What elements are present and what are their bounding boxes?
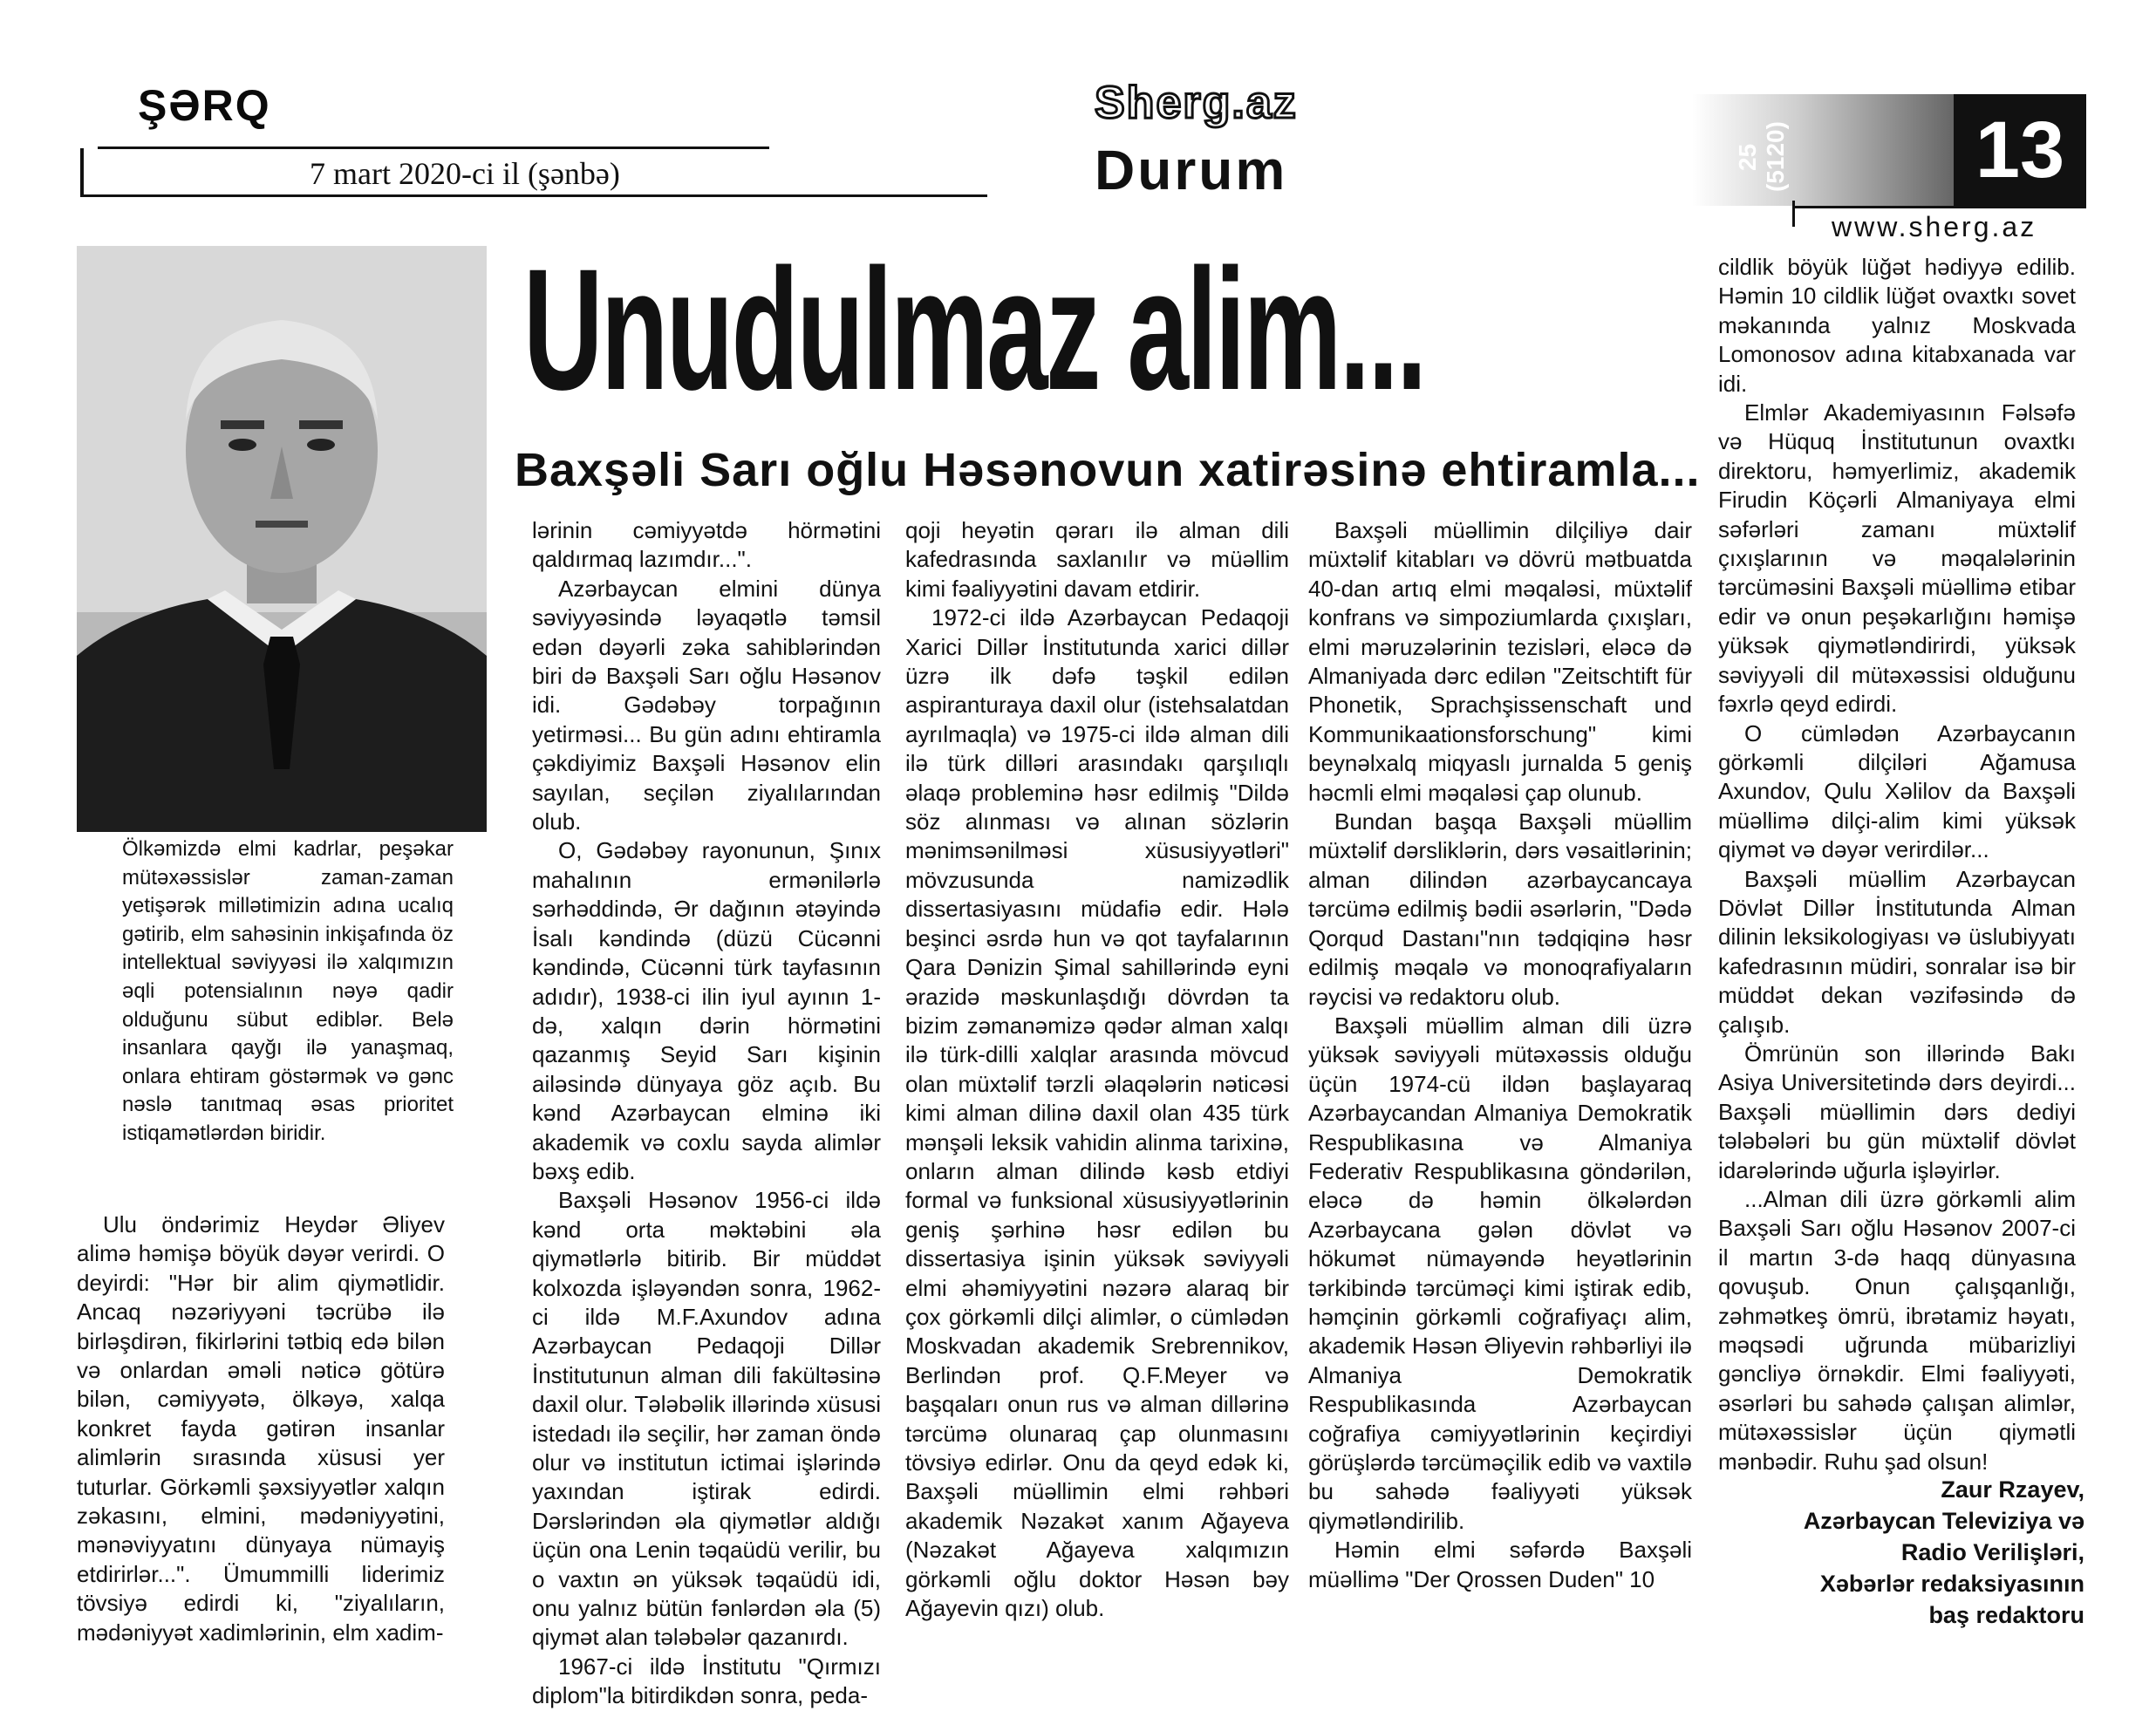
issue-date: 7 mart 2020-ci il (şənbə) — [310, 156, 620, 191]
author-name: Zaur Rzayev, — [1941, 1476, 2084, 1503]
author-signature — [1771, 1474, 2084, 1631]
author-title-line: Azərbaycan Televiziya və — [1803, 1508, 2084, 1534]
issue-number: 25 (5120) — [1734, 121, 1789, 193]
article-column-2 — [532, 516, 881, 1711]
header-rule-corner — [80, 148, 84, 196]
paragraph: Baxşəli müəllimin dilçiliyə dair müxtəlif kitabları və dövrü mətbuatda 40-dan artıq elmi məqaləsi, müxtəlif konfrans və simpoziumlarda çıxışları, elmi məruzələrinin tezisləri, eləcə də Almaniyada dərc edilən "Zeitschtift für Phonetik, Sprachşissenschaft und Kommunikaationsforschung" kimi beynəlxalq miqyaslı jurnalda 5 geniş həcmli elmi məqaləsi çap olunub. — [1308, 517, 1692, 806]
paragraph: Bundan başqa Baxşəli müəllim müxtəlif dərsliklərin, dərs vəsaitlərinin; alman dilindən azərbaycancaya tərcümə edilmiş bədii əsərlərin, "Dədə Qorqud Dastanı"nın tədqiqinə həsr edilmiş məqalə və monoqrafiyaların rəycisi və redaktoru olub. — [1308, 808, 1692, 1010]
paragraph: ...Alman dili üzrə görkəmli alim Baxşəli Sarı oğlu Həsənov 2007-ci il martın 3-də haqq dünyasına qovuşub. Onun çalışqanlığı, zəhmətkeş ömrü, ibrətamiz həyatı, məqsədi uğrunda mübarizliyi gəncliyə örnəkdir. Elmi fəaliyyəti, əsərləri bu sahədə çalışan alimlər, mütəxəssislər üçün qiymətli mənbədir. Ruhu şad olsun! — [1718, 1186, 2076, 1475]
section-title: Durum — [1095, 139, 1288, 201]
url-rule-tick — [1792, 201, 1795, 227]
page-number: 13 — [1954, 94, 2086, 206]
paragraph: Baxşəli müəllim Azərbaycan Dövlət Dillər İnstitutunda Alman dilinin leksikologiyası və üslubiyyatı kafedrasının müdiri, sonralar isə bir müddət dekan vəzifəsində də çalışıb. — [1718, 865, 2076, 1038]
site-name: Sherg.az — [1095, 78, 1298, 128]
portrait-photo — [77, 246, 487, 832]
paragraph: Azərbaycan elmini dünya səviyyəsində ləyaqətlə təmsil edən dəyərli zəka sahiblərindən biri də Baxşəli Sarı oğlu Həsənov idi. Gədəbəy torpağının yetirməsi... Bu gün adını ehtiramla çəkdiyimiz Baxşəli Həsənov elin sayılan, seçilən ziyalılarından olub. — [532, 575, 881, 835]
photo-caption — [122, 835, 454, 1149]
site-url: www.sherg.az — [1832, 211, 2037, 242]
paragraph: Həmin elmi səfərdə Baxşəli müəllimə "Der Qrossen Duden" 10 — [1308, 1537, 1692, 1592]
paragraph: Ulu öndərimiz Heydər Əliyev alimə həmişə böyük dəyər verirdi. O deyirdi: "Hər bir alim qiymətlidir. Ancaq nəzəriyyəni təcrübə ilə birləşdirən, fikirlərini tətbiq edə bilən və onlardan əməli nəticə götürə bilən, cəmiyyətə, ölkəyə, xalqa konkret fayda gətirən insanlar alimlərin sırasında xüsusi yer tuturlar. Görkəmli şəxsiyyətlər xalqın zəkasını, elmini, mədəniyyətini, mənəviyyatını dünyaya nümayiş etdirirlər...". Ümummilli liderimiz tövsiyə edirdi ki, "ziyalıların, mədəniyyət xadimlərinin, elm xadim- — [77, 1211, 445, 1646]
article-headline: Unudulmaz alim... — [523, 233, 1425, 426]
portrait-illustration — [77, 246, 487, 832]
url-rule — [1792, 206, 2086, 208]
article-column-3 — [905, 516, 1289, 1623]
header-rule-lower — [80, 194, 987, 197]
paragraph: Elmlər Akademiyasının Fəlsəfə və Hüquq İnstitutunun ovaxtkı direktoru, həmyerlimiz, akademik Firudin Köçərli Almaniyaya elmi səfərləri zamanı müxtəlif çıxışlarının və məqalələrinin tərcüməsini Baxşəli müəllimə etibar edir və onun peşəkarlığını həmişə yüksək qiymətləndirirdi, yüksək səviyyəli dil mütəxəssisi olduğunu fəxrlə qeyd edirdi. — [1718, 399, 2076, 718]
paragraph: qoji heyətin qərarı ilə alman dili kafedrasında saxlanılır və müəllim kimi fəaliyyətini davam etdirir. — [905, 517, 1289, 602]
paragraph: O cümlədən Azərbaycanın görkəmli dilçiləri Ağamusa Axundov, Qulu Xəlilov da Baxşəli müəllimə dilçi-alim kimi yüksək qiymət və dəyər verirdilər... — [1718, 719, 2076, 863]
caption-text: Ölkəmizdə elmi kadrlar, peşəkar mütəxəssislər zaman-zaman yetişərək millətimizin adına ucalıq gətirib, elm sahəsinin inkişafında öz intellektual səviyyəsi ilə xalqımızın əqli potensialının nəyə qadir olduğunu sübut ediblər. Belə insanlara qayğı ilə yanaşmaq, onlara ehtiram göstərmək və gənc nəslə tanıtmaq əsas prioritet istiqamətlərdən biridir. — [122, 837, 454, 1145]
article-column-5 — [1718, 253, 2076, 1476]
header-rule — [98, 147, 769, 149]
paragraph: 1972-ci ildə Azərbaycan Pedaqoji Xarici Dillər İnstitutunda xarici dillər üzrə ilk dəfə təşkil edilən aspiranturaya daxil olur (istehsalatdan ayrılmaqla) və 1975-ci ildə alman dili ilə türk dilləri arasındakı qarşılıqlı əlaqə probleminə həsr edilmiş "Dildə söz alınması və alınan sözlərin mənimsənilməsi xüsusiyyətləri" mövzusunda namizədlik dissertasiyasını müdafiə edir. Hələ beşinci əsrdə hun və qot tayfalarının Qara Dənizin Şimal sahillərində eyni ərazidə məskunlaşdığı dövrdən ta bizim zəmanəmizə qədər alman xalqı ilə türk-dilli xalqlar arasında mövcud olan müxtəlif tərzli əlaqələrin nəticəsi kimi alman dilinə daxil olan 435 türk mənşəli leksik vahidin alinma tarixinə, onların alman dilində kəsb etdiyi formal və funksional xüsusiyyətlərinin geniş şərhinə həsr edilən bu dissertasiya işinin yüksək səviyyəli elmi əhəmiyyətini nəzərə alaraq bir çox görkəmli dilçi alimlər, o cümlədən Moskvadan akademik Srebrennikov, Berlindən prof. Q.F.Meyer və başqaları onun rus və alman dillərinə tərcümə olunaraq çap olunmasını tövsiyə edirlər. Onu da qeyd edək ki, Baxşəli müəllimin elmi rəhbəri akademik Nəzakət xanım Ağayeva (Nəzakət Ağayeva xalqımızın görkəmli oğlu doktor Həsən bəy Ağayevin qızı) olub. — [905, 604, 1289, 1622]
article-column-4 — [1308, 516, 1692, 1594]
article-column-1 — [77, 1210, 445, 1647]
paragraph: Baxşəli Həsənov 1956-ci ildə kənd orta məktəbini əla qiymətlərlə bitirib. Bir müddət kolxozda işləyəndən sonra, 1962-ci ildə M.F.Axundov adına Azərbaycan Pedaqoji Dillər İnstitutunun alman dili fakültəsinə daxil olur. Tələbəlik illərində xüsusi istedadı ilə seçilir, hər zaman öndə olur və institutun ictimai işlərində yaxından iştirak edirdi. Dərslərindən əla qiymətlər aldığı üçün ona Lenin təqaüdü verilir, bu o vaxtın ən yüksək təqaüdü idi, onu yalnız bütün fənlərdən əla (5) qiymət alan tələbələr qazanırdı. — [532, 1187, 881, 1651]
paragraph: lərinin cəmiyyətdə hörmətini qaldırmaq lazımdır...". — [532, 517, 881, 573]
paragraph: O, Gədəbəy rayonunun, Şınıx mahalının ermənilərlə sərhəddində, Ər dağının ətəyində İsalı kəndində (düzü Cücənni kəndində, Cücənni türk tayfasının adıdır), 1938-ci ilin iyul ayının 1-də, xalqın dərin hörmətini qazanmış Seyid Sarı kişinin ailəsində dünyaya göz açıb. Bu kənd Azərbaycan elminə iki akademik və coxlu sayda alimlər bəxş edib. — [532, 837, 881, 1184]
paragraph: Baxşəli müəllim alman dili üzrə yüksək səviyyəli mütəxəssis olduğu üçün 1974-cü ildən başlayaraq Azərbaycandan Almaniya Demokratik Respublikasına və Almaniya Federativ Respublikasına göndərilən, eləcə də həmin ölkələrdən Azərbaycana gələn dövlət və hökumət nümayəndə heyətlərinin tərkibində tərcüməçi kimi iştirak edib, həmçinin görkəmli coğrafiyaçı alim, akademik Həsən Əliyevin rəhbərliyi ilə Almaniya Demokratik Respublikasında Azərbaycan coğrafiya cəmiyyətlərinin keçirdiyi görüşlərdə tərcüməçilik edib və vaxtilə bu sahədə fəaliyyəti yüksək qiymətləndirilib. — [1308, 1012, 1692, 1534]
author-title-line: Xəbərlər redaksiyasının — [1819, 1571, 2084, 1597]
paragraph: cildlik böyük lüğət hədiyyə edilib. Həmin 10 cildlik lüğət ovaxtkı sovet məkanında yalnız Moskvada Lomonosov adına kitabxanada var idi. — [1718, 254, 2076, 397]
issue-gradient-box — [1692, 94, 1954, 206]
paragraph: Ömrünün son illərində Bakı Asiya Universitetində dərs deyirdi... Baxşəli müəllimin dərs dediyi tələbələri bu gün müxtəlif dövlət idarələrində uğurla işləyirlər. — [1718, 1040, 2076, 1183]
newspaper-brand: ŞƏRQ — [138, 81, 271, 130]
paragraph: 1967-ci ildə İnstitutu "Qırmızı diplom"la bitirdikdən sonra, peda- — [532, 1653, 881, 1709]
author-title-line: Radio Verilişləri, — [1900, 1539, 2084, 1565]
author-title-line: baş redaktoru — [1928, 1602, 2084, 1628]
article-subheadline: Baxşəli Sarı oğlu Həsənovun xatirəsinə ehtiramla... — [515, 444, 1701, 496]
